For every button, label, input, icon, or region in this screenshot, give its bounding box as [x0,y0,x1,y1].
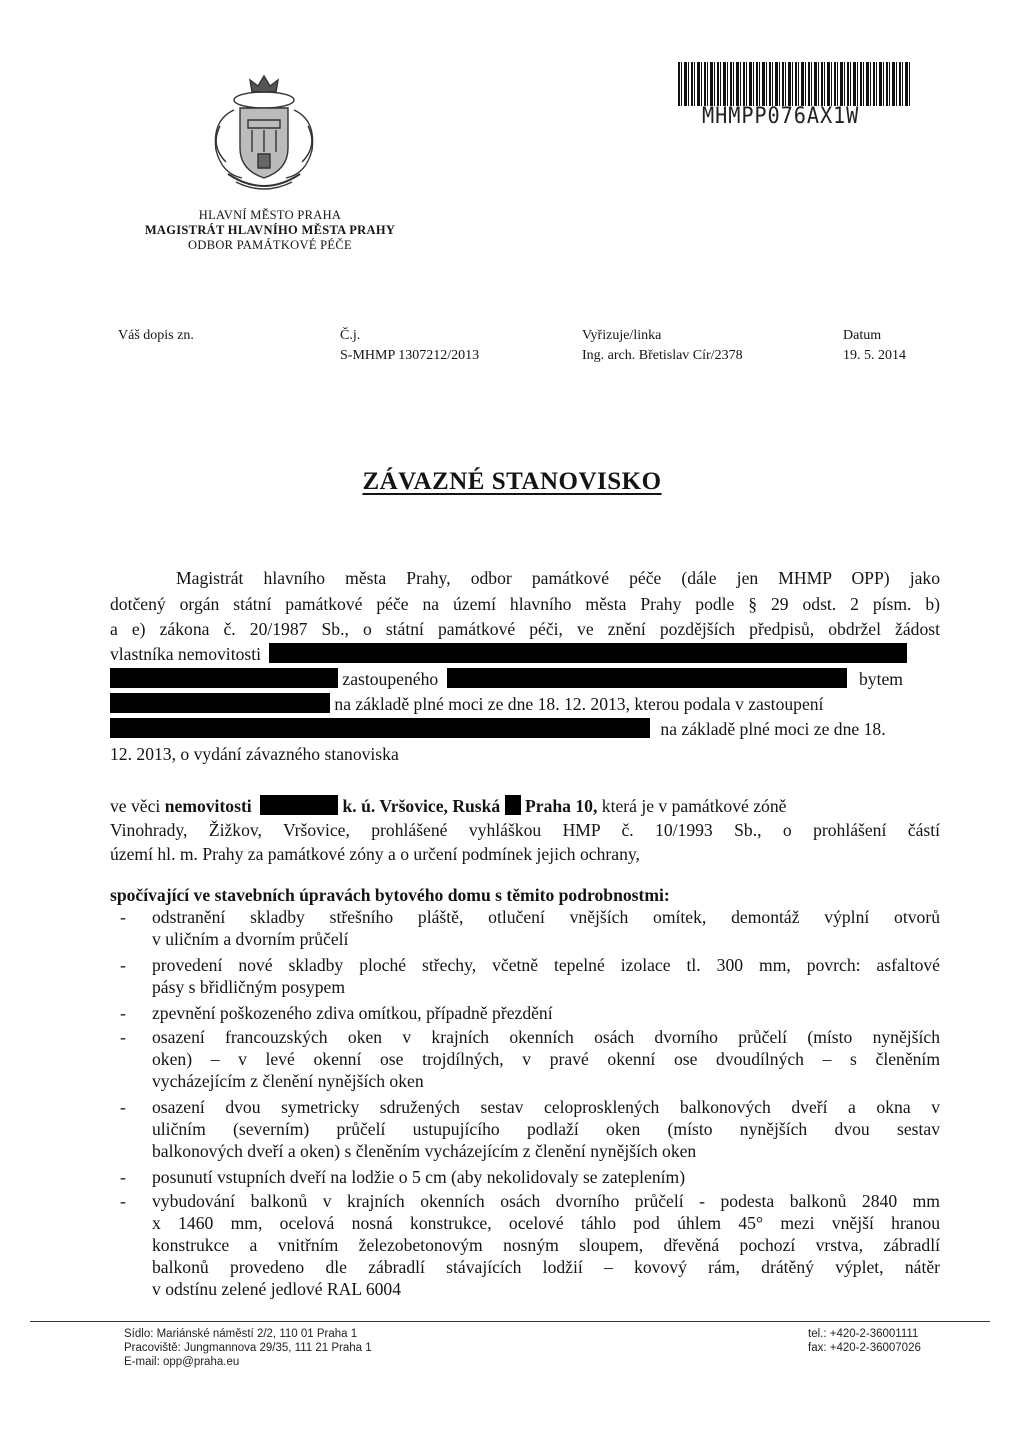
list-item-line: vybudování balkonů v krajních okenních osách dvorního průčelí - podesta balkonů 2840 mm [152,1191,940,1211]
subject-property-label: nemovitosti [164,796,252,816]
intro-line-2: dotčený orgán státní památkové péče na území hlavního města Prahy podle § 29 odst. 2 písm. b) [110,594,940,614]
organization-header [130,208,410,253]
intro-line-5 [110,668,940,690]
list-bullet: - [120,1191,126,1211]
subject-line-2: Vinohrady, Žižkov, Vršovice, prohlášené vyhláškou HMP č. 10/1993 Sb., o prohlášení částí [110,820,940,840]
list-item-line: odstranění skladby střešního pláště, otlučení vnějších omítek, demontáž výplní otvorů [152,907,940,927]
intro-line-4 [110,643,940,665]
list-bullet: - [120,1097,126,1117]
handled-by-value: Ing. arch. Břetislav Cír/2378 [582,348,743,363]
list-item-line: vycházejícím z členění nynějších oken [152,1071,424,1091]
list-item-line: pásy s břidličným posypem [152,977,346,997]
date-label: Datum [843,328,882,343]
list-item-line: osazení francouzských oken v krajních okenních osách dvorního průčelí (místo nynějších [152,1027,940,1047]
intro-owner-label: vlastníka nemovitosti [110,644,261,664]
subject-city-district: Praha 10, [525,796,598,816]
list-item-line: osazení dvou symetricky sdružených sestav celoprosklených balkonových dveří a okna v [152,1097,940,1117]
footer-email: E-mail: opp@praha.eu [124,1356,240,1368]
org-department: ODBOR PAMÁTKOVÉ PÉČE [188,238,352,252]
list-item-line: balkonových dveří a oken) s členěním vycházejícím z členění nynějších oken [152,1141,697,1161]
reference-number [340,326,479,366]
subject-zone-text: která je v památkové zóně [601,796,787,816]
works-heading: spočívající ve stavebních úpravách bytového domu s těmito podrobnostmi: [110,885,670,905]
intro-line-7 [110,718,940,740]
list-item-line: oken) – v levé okenní ose trojdílných, v pravé okenní ose dvoudílných – s členěním [152,1049,940,1069]
intro-line-1: Magistrát hlavního města Prahy, odbor památkové péče (dále jen MHMP OPP) jako [176,568,940,588]
list-item [152,1166,940,1188]
redaction-bar [269,643,907,663]
your-reference [118,326,194,346]
intro-line-6 [110,693,940,715]
list-item-line: posunutí vstupních dveří na lodžie o 5 cm (aby nekolidovaly se zateplením) [152,1167,686,1187]
handled-by-label: Vyřizuje/linka [582,328,662,343]
document-date [843,326,906,366]
list-item [152,1190,940,1300]
org-magistrate: MAGISTRÁT HLAVNÍHO MĚSTA PRAHY [144,223,396,237]
intro-line-8: 12. 2013, o vydání závazného stanoviska [110,744,399,764]
reference-number-value: S-MHMP 1307212/2013 [340,348,480,363]
footer-workplace: Pracoviště: Jungmannova 29/35, 111 21 Praha 1 [124,1342,372,1354]
intro-represented-label: zastoupeného [342,669,439,689]
list-item-line: konstrukce a vnitřním železobetonovým nosným sloupem, dřevěná pochozí vrstva, zábradlí [152,1235,940,1255]
intro-power-of-attorney-1: na základě plné moci ze dne 18. 12. 2013, kterou podala v zastoupení [334,694,824,714]
list-item [152,954,940,998]
intro-line-3: a e) zákona č. 20/1987 Sb., o státní památkové péči, ve znění pozdějších předpisů, obdržel žádost [110,619,940,639]
footer-divider [30,1321,990,1322]
barcode-text: MHMPP076AX1W [702,104,860,129]
list-item-line: balkonů provedeno dle zábradlí stávajících lodžií – kovový rám, drátěný výplet, nátěr [152,1257,940,1277]
intro-residing-label: bytem [858,669,903,689]
org-city: HLAVNÍ MĚSTO PRAHA [198,208,342,222]
footer-address [124,1327,372,1369]
list-bullet: - [120,1027,126,1047]
subject-line-1 [110,795,940,817]
list-bullet: - [120,1003,126,1023]
subject-cadastral-area: k. ú. Vršovice, Ruská [342,796,501,816]
list-item-line: zpevnění poškozeného zdiva omítkou, případně přezdění [152,1003,553,1023]
redaction-bar [505,795,521,815]
date-value: 19. 5. 2014 [843,348,906,363]
intro-power-of-attorney-2: na základě plné moci ze dne 18. [660,719,886,739]
reference-number-label: Č.j. [340,328,361,343]
subject-line-3: území hl. m. Prahy za památkové zóny a o určení podmínek jejich ochrany, [110,844,640,864]
redaction-bar [110,668,338,688]
footer-seat: Sídlo: Mariánské náměstí 2/2, 110 01 Praha 1 [124,1328,358,1340]
list-bullet: - [120,1167,126,1187]
list-bullet: - [120,955,126,975]
list-item-line: v odstínu zelené jedlové RAL 6004 [152,1279,402,1299]
handled-by [582,326,743,366]
list-item [152,1096,940,1162]
your-reference-label: Váš dopis zn. [118,328,194,343]
list-item [152,1002,940,1024]
list-item-line: uličním (severním) průčelí ustupujícího podlaží oken (místo nynějších dvou sestav [152,1119,940,1139]
list-item-line: x 1460 mm, ocelová nosná konstrukce, ocelové táhlo pod úhlem 45° mezi vnější hranou [152,1213,940,1233]
footer-contact [808,1327,921,1355]
redaction-bar [110,693,330,713]
list-item-line: provedení nové skladby ploché střechy, včetně tepelné izolace tl. 300 mm, povrch: asfaltové [152,955,940,975]
list-item-line: v uličním a dvorním průčelí [152,929,349,949]
list-item [152,1026,940,1092]
redaction-bar [447,668,847,688]
subject-prefix: ve věci [110,796,161,816]
barcode [678,62,910,106]
list-bullet: - [120,907,126,927]
prague-coat-of-arms-icon [200,70,328,200]
footer-fax: fax: +420-2-36007026 [808,1342,921,1354]
footer-phone: tel.: +420-2-36001111 [808,1328,919,1340]
list-item [152,906,940,950]
redaction-bar [110,718,650,738]
document-title: ZÁVAZNÉ STANOVISKO [362,468,662,495]
redaction-bar [260,795,338,815]
